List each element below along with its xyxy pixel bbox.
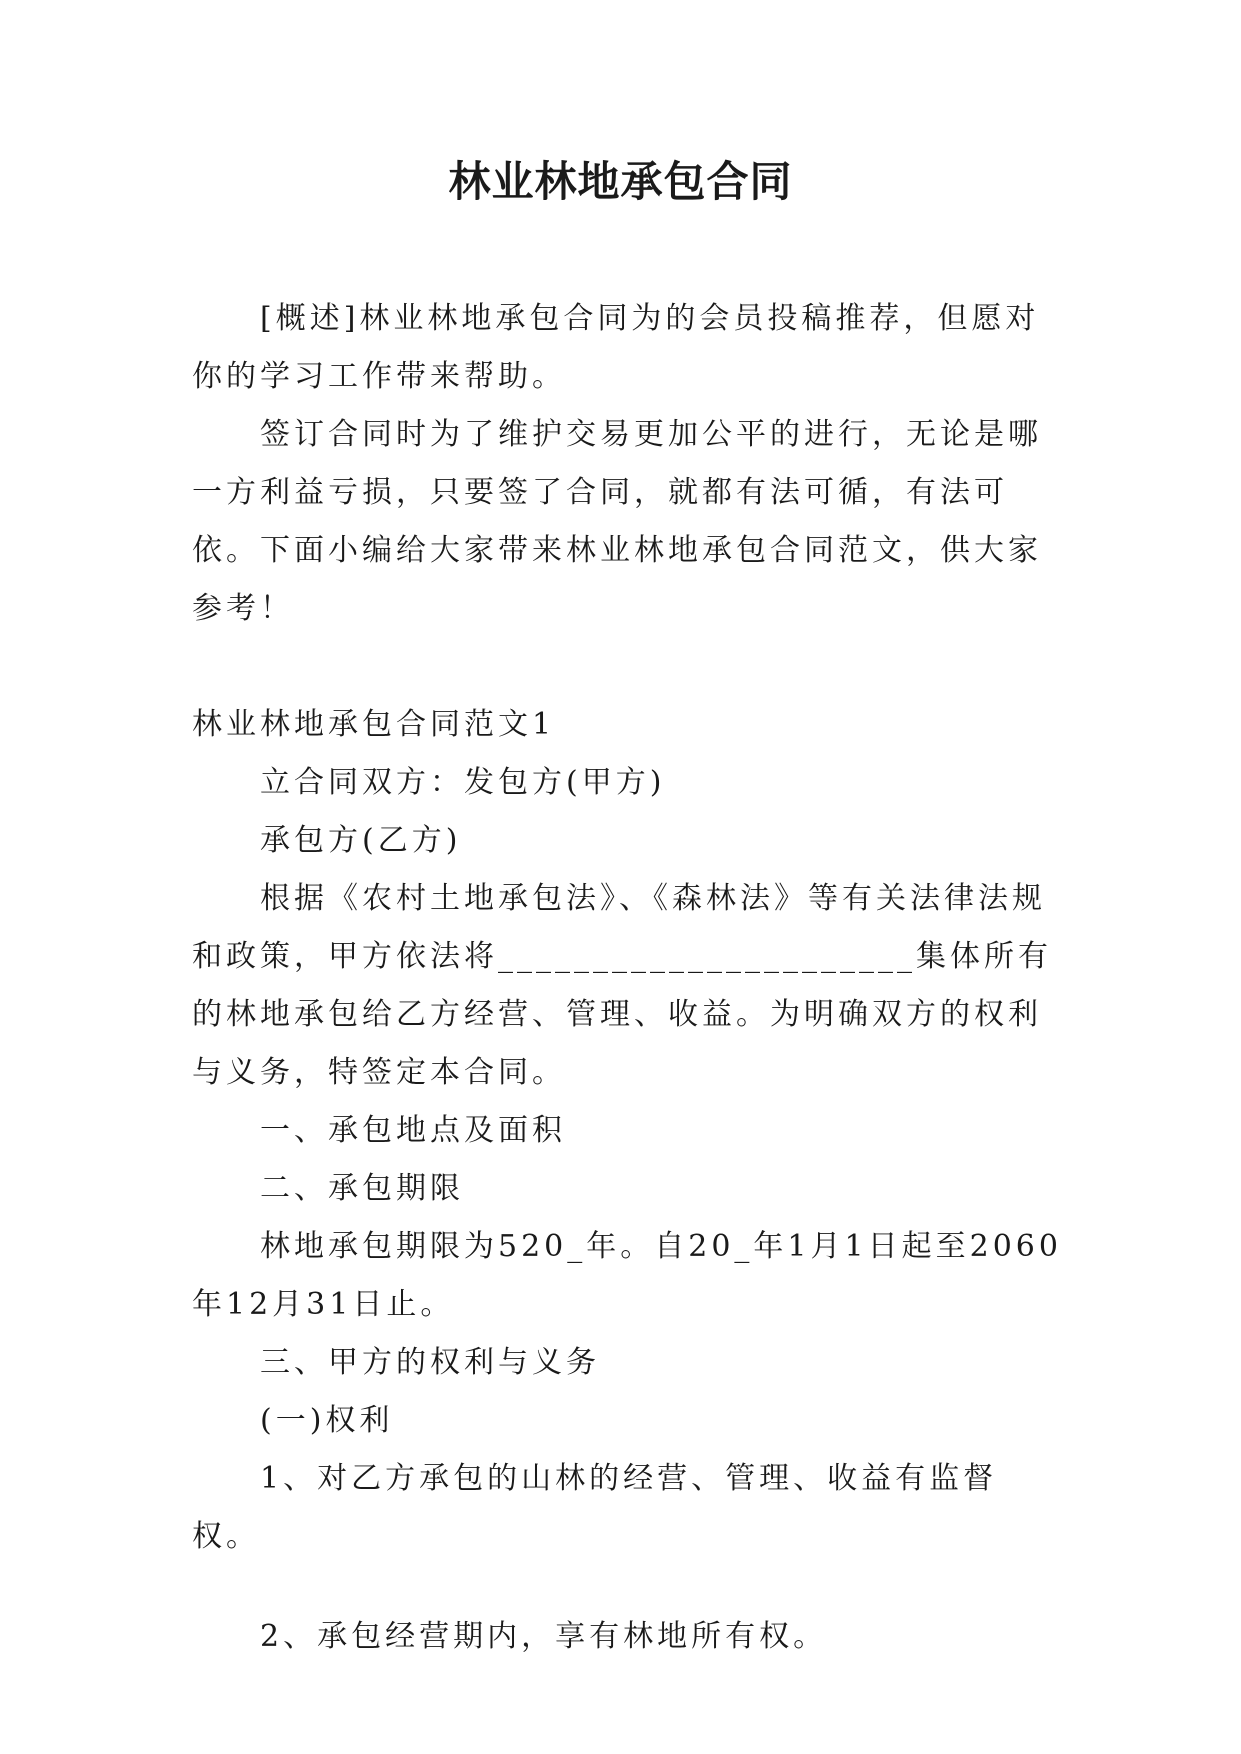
section-heading: 林业林地承包合同范文1 [192, 707, 556, 742]
basis-paragraph: 根据《农村土地承包法》、《森林法》等有关法律法规和政策，甲方依法将______________________集体所有的林地承包给乙方经营、管理、收益。为明确双方的权利与义务，特签定本合同。 [192, 881, 1052, 1090]
list-item: 1、对乙方承包的山林的经营、管理、收益有监督权。 [192, 1461, 998, 1554]
clause-heading: 三、甲方的权利与义务 [260, 1345, 600, 1380]
subclause-heading: (一)权利 [260, 1403, 394, 1438]
summary-paragraph: [概述]林业林地承包合同为的会员投稿推荐，但愿对你的学习工作带来帮助。 [192, 301, 1040, 394]
intro-paragraph: 签订合同时为了维护交易更加公平的进行，无论是哪一方利益亏损，只要签了合同，就都有法可循，有法可依。下面小编给大家带来林业林地承包合同范文，供大家参考！ [192, 417, 1042, 626]
term-paragraph: 林地承包期限为520_年。自20_年1月1日起至2060年12月31日止。 [192, 1229, 1062, 1322]
clause-heading: 二、承包期限 [260, 1171, 464, 1206]
document-body [192, 290, 1062, 1666]
parties-line: 立合同双方：发包方(甲方) [260, 765, 666, 800]
document-title: 林业林地承包合同 [448, 157, 793, 206]
clause-heading: 一、承包地点及面积 [260, 1113, 566, 1148]
list-item: 2、承包经营期内，享有林地所有权。 [260, 1619, 828, 1654]
contractor-line: 承包方(乙方) [260, 823, 462, 858]
